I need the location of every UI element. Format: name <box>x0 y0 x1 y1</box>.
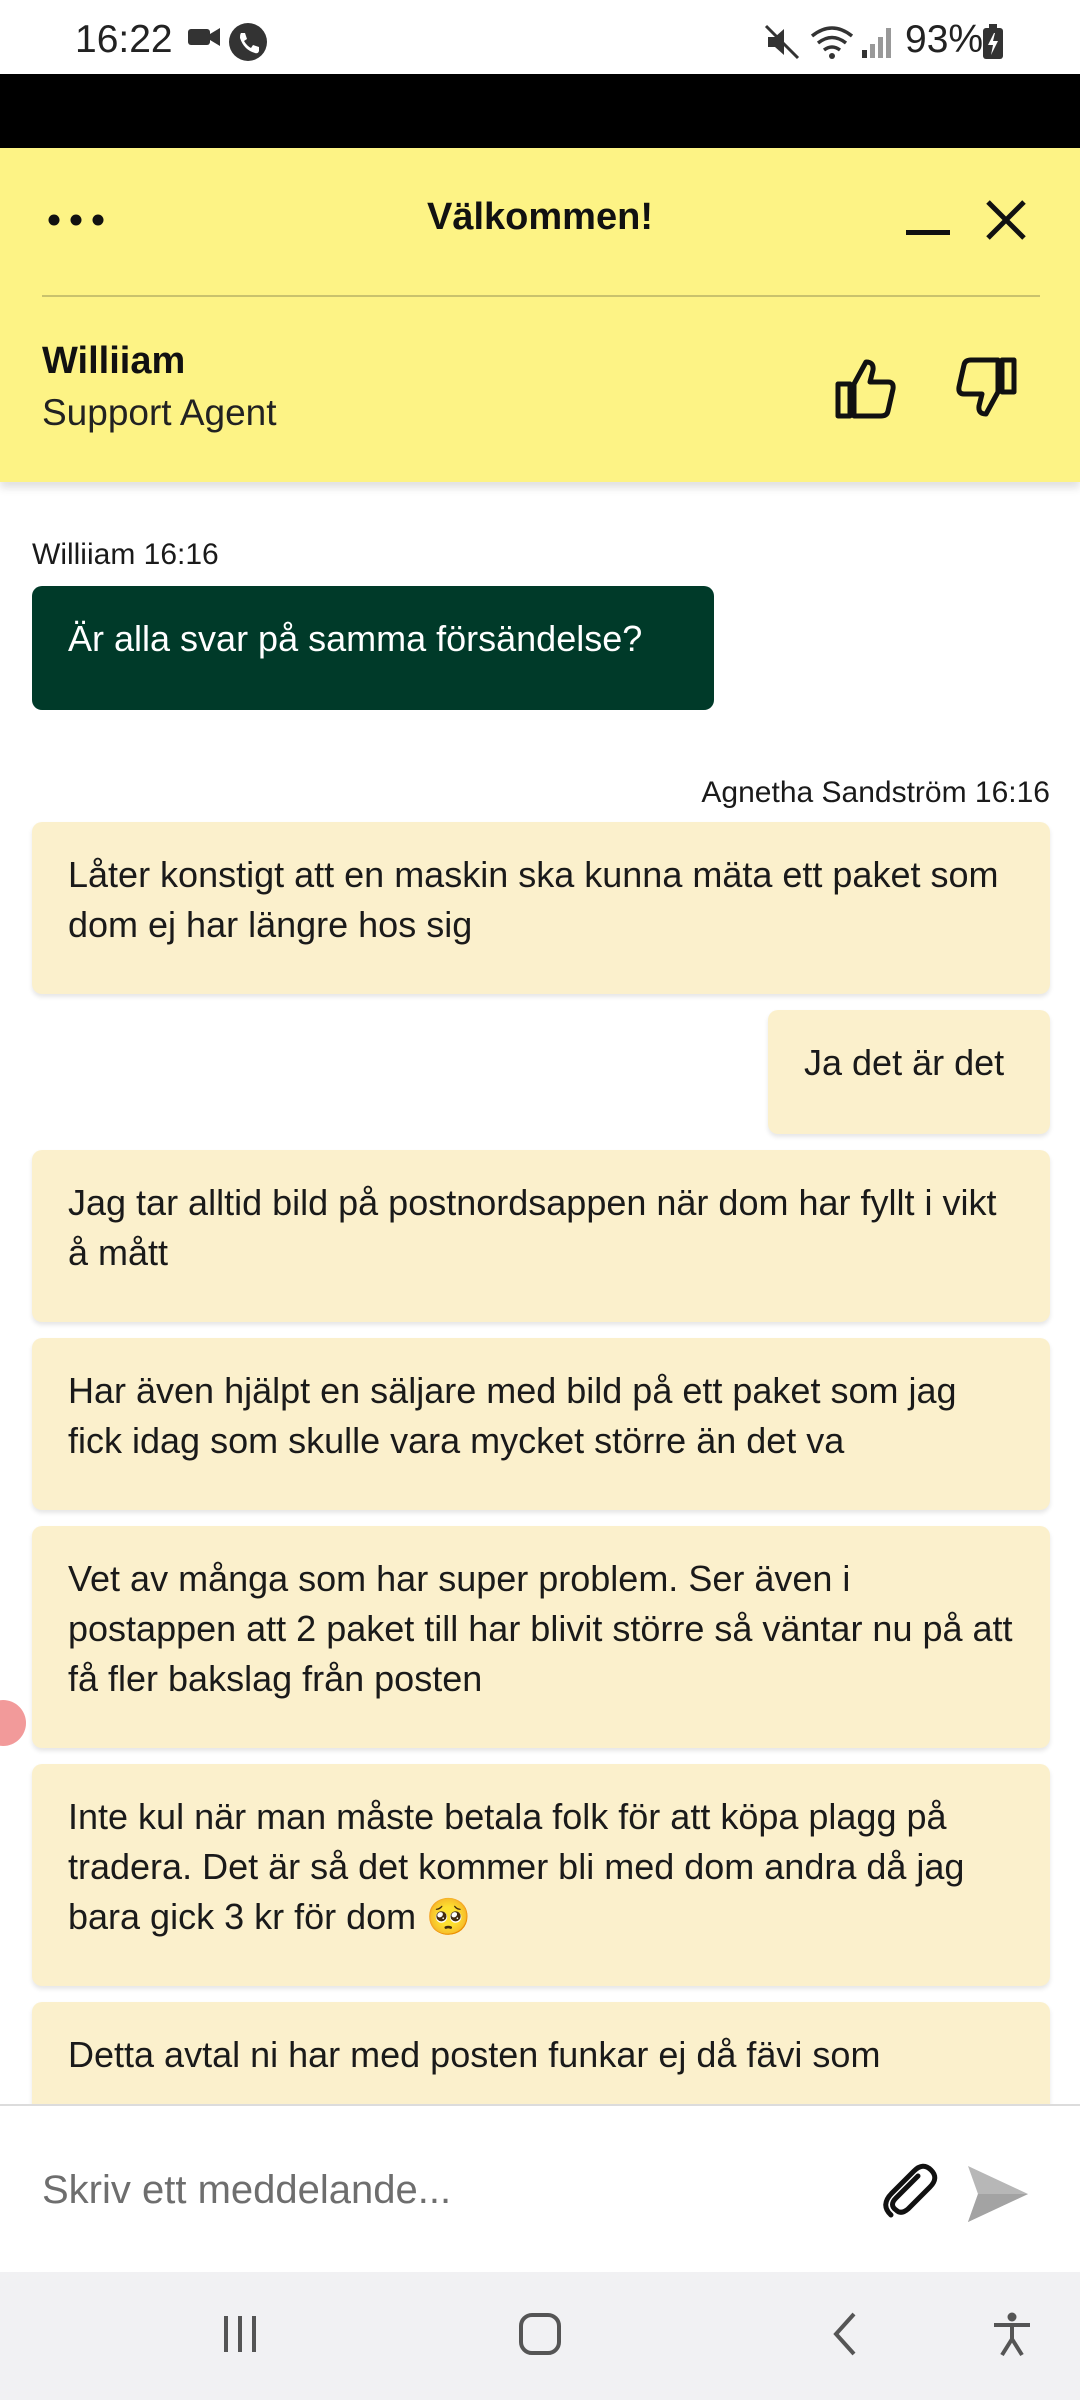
minimize-icon[interactable] <box>900 190 956 250</box>
thumbs-down-icon[interactable] <box>952 354 1020 422</box>
back-icon[interactable] <box>822 2310 870 2358</box>
message-text: Jag tar alltid bild på postnordsappen när dom har fyllt i vikt å mått <box>68 1182 997 1273</box>
close-icon[interactable] <box>976 190 1036 250</box>
phone-call-icon <box>228 22 268 62</box>
message-text: Låter konstigt att en maskin ska kunna mäta ett paket som dom ej har längre hos sig <box>68 854 999 945</box>
attachment-icon[interactable] <box>878 2162 942 2226</box>
send-icon[interactable] <box>964 2162 1032 2226</box>
user-message-bubble <box>32 1526 1050 1748</box>
message-meta: Williiam 16:16 <box>32 538 219 571</box>
mute-icon <box>762 22 802 62</box>
recent-apps-icon[interactable] <box>216 2310 264 2358</box>
status-bar <box>0 0 1080 74</box>
user-message-bubble <box>768 1010 1050 1134</box>
thumbs-up-icon[interactable] <box>832 354 900 422</box>
message-text: Inte kul när man måste betala folk för att köpa plagg på tradera. Det är så det kommer bli med dom andra då jag bara gick 3 kr för dom 🥺 <box>68 1796 965 1937</box>
user-message-bubble <box>32 1764 1050 1986</box>
message-text: Ja det är det <box>804 1042 1005 1083</box>
user-message-bubble <box>32 1338 1050 1510</box>
home-icon[interactable] <box>516 2310 564 2358</box>
user-message-bubble <box>32 1150 1050 1322</box>
message-meta: Agnetha Sandström 16:16 <box>701 776 1050 809</box>
status-time: 16:22 <box>75 18 173 61</box>
message-text: Vet av många som har super problem. Ser även i postappen att 2 paket till har blivit större så väntar nu på att få fler bakslag från posten <box>68 1558 1013 1699</box>
message-input[interactable]: Skriv ett meddelande... <box>42 2168 452 2212</box>
message-text: Är alla svar på samma försändelse? <box>68 618 643 659</box>
signal-icon <box>858 22 898 62</box>
message-text: Har även hjälpt en säljare med bild på ett paket som jag fick idag som skulle vara mycket större än det va <box>68 1370 957 1461</box>
accessibility-icon[interactable] <box>988 2310 1036 2358</box>
message-list[interactable] <box>0 482 1080 2104</box>
app-top-bar <box>0 74 1080 148</box>
battery-charging-icon <box>982 24 1004 60</box>
header-divider <box>42 295 1040 297</box>
agent-message-bubble <box>32 586 714 710</box>
video-call-icon <box>186 22 222 52</box>
message-composer <box>0 2104 1080 2274</box>
agent-name: Williiam <box>42 340 186 382</box>
agent-role: Support Agent <box>42 392 277 433</box>
wifi-icon <box>810 22 854 62</box>
user-message-bubble <box>32 2002 1050 2104</box>
system-navigation-bar <box>0 2272 1080 2400</box>
battery-percent: 93% <box>905 18 984 61</box>
user-message-bubble <box>32 822 1050 994</box>
message-text: Detta avtal ni har med posten funkar ej då fävi som <box>68 2034 881 2075</box>
chat-title: Välkommen! <box>427 196 653 238</box>
